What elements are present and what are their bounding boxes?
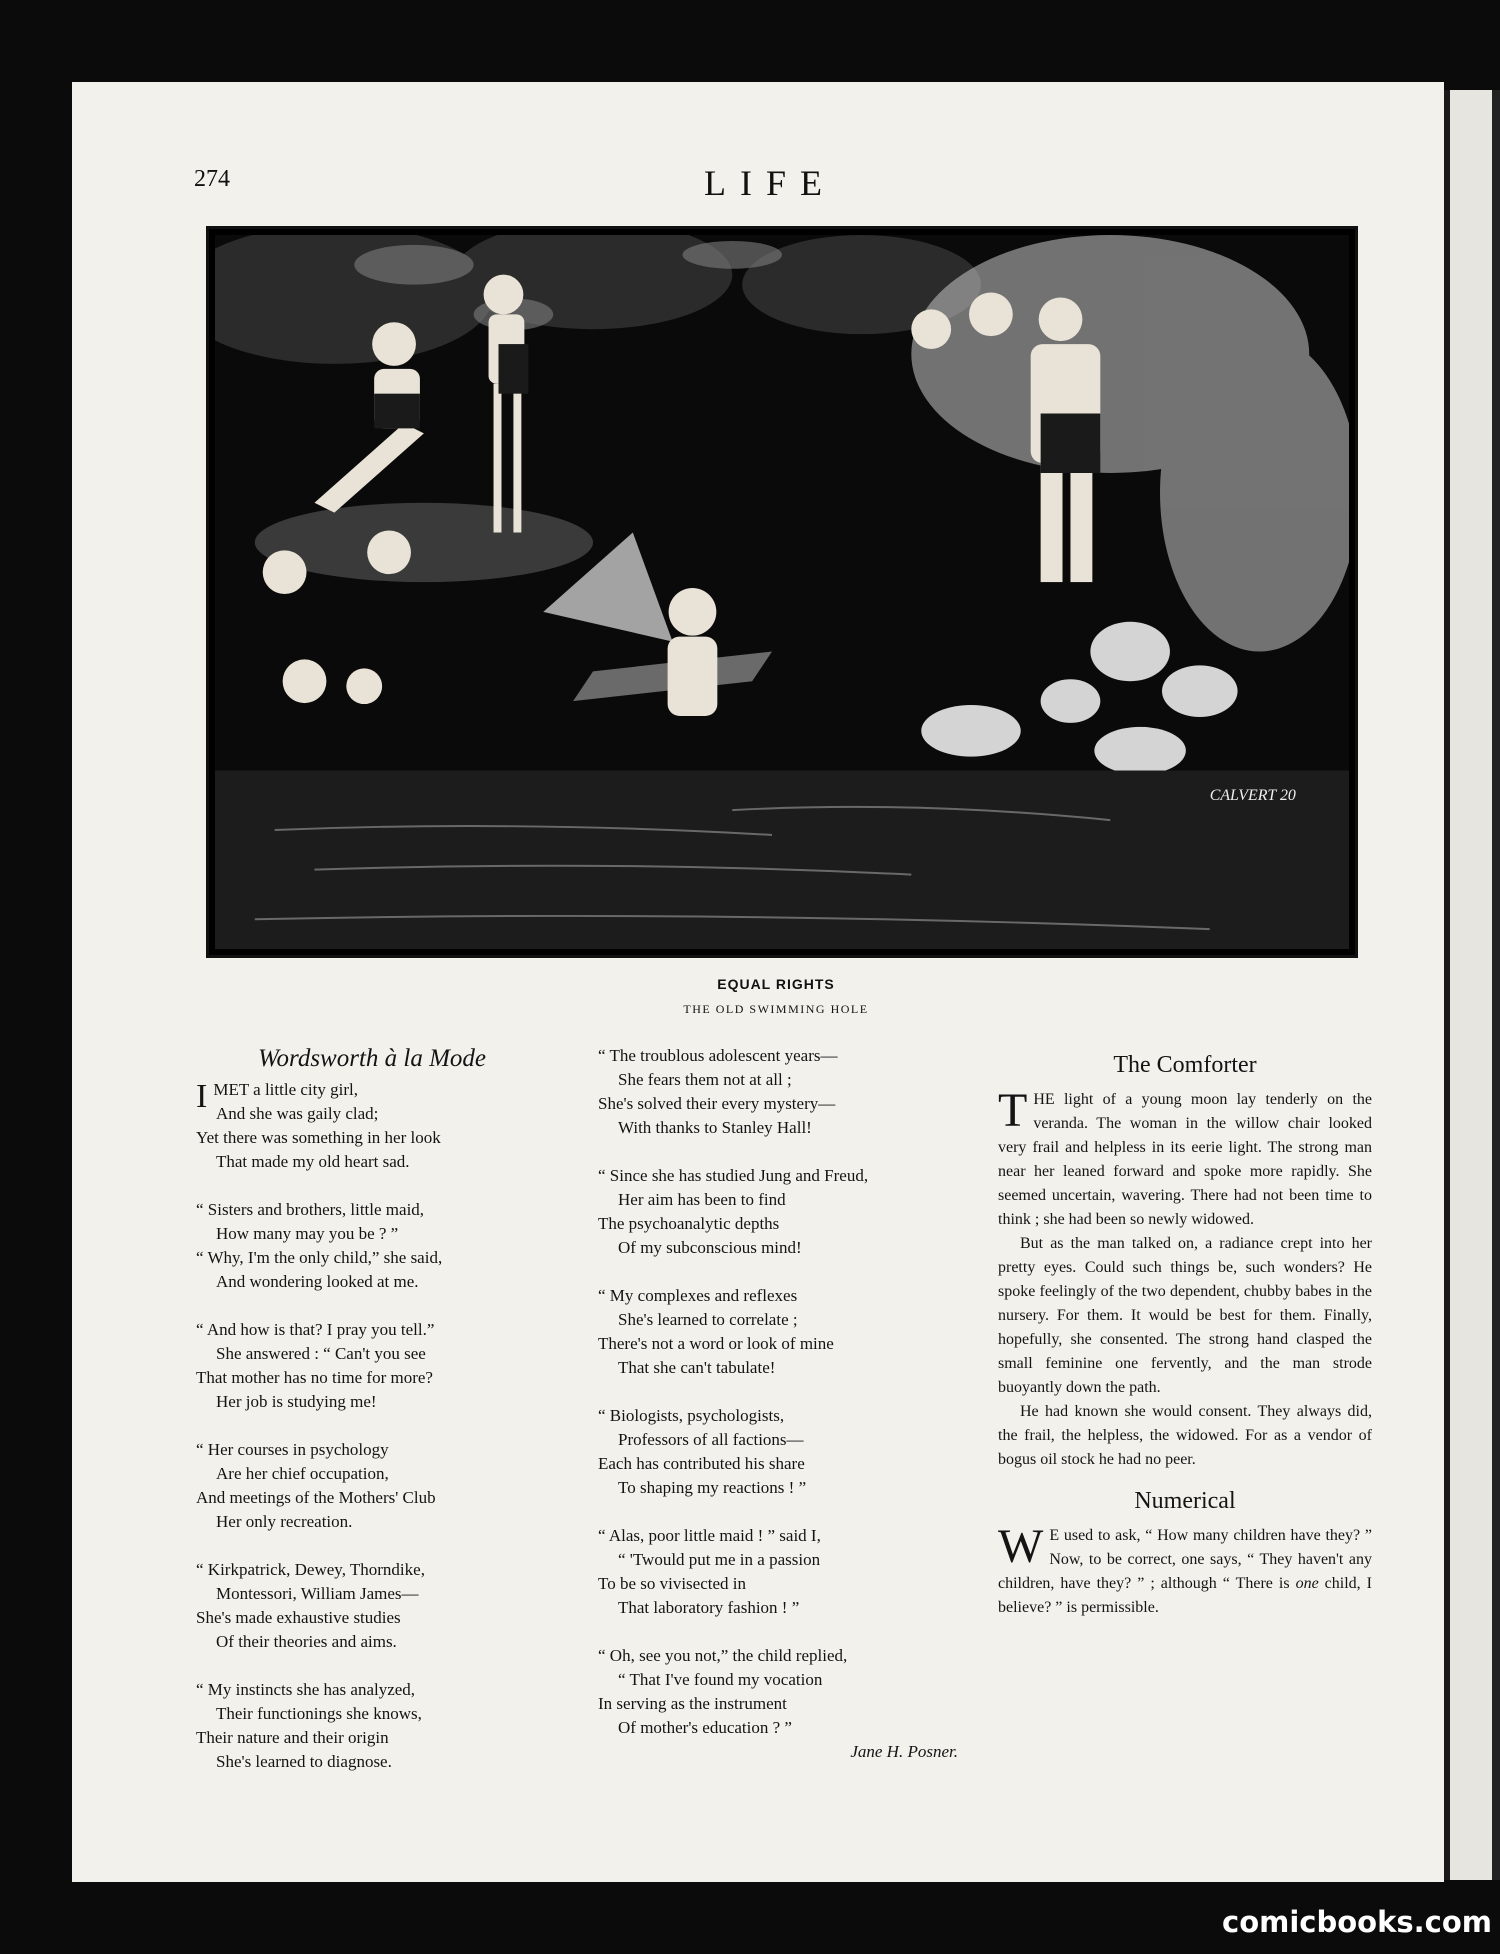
poem-line: Of their theories and aims. [216, 1632, 397, 1651]
poem-line: That mother has no time for more? [196, 1368, 433, 1387]
poem-line: Of my subconscious mind! [618, 1238, 802, 1257]
comforter-paragraph-2: But as the man talked on, a radiance crept into her pretty eyes. Could such things be, such wonders? He spoke feelingly of the two dependent, chubby babes in the nursery. For them. It would be best for them. Finally, hopefully, she consented. The strong hand clasped the small feminine one fervently, and the man strode buoyantly down the path. [998, 1235, 1372, 1396]
poem-line: She's solved their every mystery— [598, 1094, 836, 1113]
poem-line: Each has contributed his share [598, 1454, 805, 1473]
poem-stanza [598, 1284, 978, 1380]
drop-cap: W [998, 1520, 1044, 1573]
poem-stanza [196, 1558, 548, 1654]
poem-line: “ And how is that? I pray you tell.” [196, 1320, 435, 1339]
poem-line: “ Why, I'm the only child,” she said, [196, 1248, 443, 1267]
poem-line: MET a little city girl, [213, 1080, 358, 1099]
poem-line: And wondering looked at me. [216, 1272, 419, 1291]
poem-line: Montessori, William James— [216, 1584, 419, 1603]
poem-line: “ My complexes and reflexes [598, 1286, 798, 1305]
poem-line: Professors of all factions— [618, 1430, 804, 1449]
caption-title: EQUAL RIGHTS [717, 976, 835, 992]
poem-line: Of mother's education ? ” [618, 1718, 792, 1737]
numerical-title: Numerical [1134, 1488, 1236, 1514]
poem-line: There's not a word or look of mine [598, 1334, 834, 1353]
poem-title: Wordsworth à la Mode [257, 1045, 487, 1072]
page-number: 274 [194, 166, 230, 192]
drop-cap: T [998, 1084, 1028, 1137]
poem-stanza [196, 1678, 548, 1774]
poem-line: “ Oh, see you not,” the child replied, [598, 1646, 848, 1665]
poem-line: “ Alas, poor little maid ! ” said I, [598, 1526, 821, 1545]
poem-line: That laboratory fashion ! ” [618, 1598, 800, 1617]
poem-line: That made my old heart sad. [216, 1152, 410, 1171]
poem-line: “ Kirkpatrick, Dewey, Thorndike, [196, 1560, 425, 1579]
poem-line: “ My instincts she has analyzed, [196, 1680, 416, 1699]
poem-stanza [598, 1404, 978, 1500]
poem-line: “ That I've found my vocation [618, 1670, 823, 1689]
poem-column-2 [598, 1044, 978, 1764]
poem-line: She's learned to correlate ; [618, 1310, 798, 1329]
poem-line: That she can't tabulate! [618, 1358, 776, 1377]
poem-line: Her only recreation. [216, 1512, 353, 1531]
poem-stanza [598, 1644, 978, 1740]
poem-stanza [598, 1164, 978, 1260]
poem-stanza [196, 1318, 548, 1414]
poem-author: Jane H. Posner. [850, 1742, 958, 1761]
poem-line: Her job is studying me! [216, 1392, 377, 1411]
artist-signature: CALVERT 20 [1209, 787, 1296, 805]
poem-stanza [196, 1438, 548, 1534]
poem-line: Yet there was something in her look [196, 1128, 441, 1147]
poem-line: Their nature and their origin [196, 1728, 389, 1747]
poem-stanza [598, 1524, 978, 1620]
poem-line: Her aim has been to find [618, 1190, 786, 1209]
caption-subtitle: THE OLD SWIMMING HOLE [683, 1002, 869, 1016]
poem-line: To shaping my reactions ! ” [618, 1478, 807, 1497]
poem-line: To be so vivisected in [598, 1574, 747, 1593]
illustration-swimming-hole [206, 226, 1358, 958]
comforter-paragraph-1: THE light of a young moon lay tenderly on the veranda. The woman in the willow chair looked very frail and helpless in its eerie light. The strong man near her leaned forward and spoke more rapidly. She seemed uncertain, wavering. There had not been time to think ; she had been so newly widowed. [998, 1084, 1372, 1228]
poem-line: And meetings of the Mothers' Club [196, 1488, 436, 1507]
poem-stanza [196, 1078, 548, 1174]
comforter-paragraph-3: He had known she would consent. They always did, the frail, the helpless, the widowed. For as a vendor of bogus oil stock he had no peer. [998, 1403, 1372, 1468]
poem-column-1 [196, 1044, 548, 1798]
poem-line: Their functionings she knows, [216, 1704, 422, 1723]
poem-line: She fears them not at all ; [618, 1070, 792, 1089]
poem-line: She's learned to diagnose. [216, 1752, 392, 1771]
poem-line: She answered : “ Can't you see [216, 1344, 426, 1363]
numerical-paragraph: W E used to ask, “ How many children have they? ” Now, to be correct, one says, “ They haven't any children, have they? ” ; although “ There is one child, I believe? ” is permissible. [998, 1520, 1372, 1616]
poem-line: “ Sisters and brothers, little maid, [196, 1200, 425, 1219]
poem-line: How many may you be ? ” [216, 1224, 399, 1243]
comforter-title: The Comforter [1113, 1052, 1257, 1078]
poem-line: With thanks to Stanley Hall! [618, 1118, 812, 1137]
poem-line: “ The troublous adolescent years— [598, 1046, 838, 1065]
drop-cap: I [196, 1078, 208, 1115]
poem-stanza [598, 1044, 978, 1140]
poem-stanza [196, 1198, 548, 1294]
poem-line: In serving as the instrument [598, 1694, 787, 1713]
poem-line: She's made exhaustive studies [196, 1608, 401, 1627]
prose-column [998, 1044, 1372, 1620]
site-watermark: comicbooks.com [1222, 1905, 1492, 1939]
poem-line: And she was gaily clad; [216, 1104, 379, 1123]
magazine-title: LIFE [704, 163, 836, 203]
poem-line: “ Since she has studied Jung and Freud, [598, 1166, 869, 1185]
poem-line: “ Biologists, psychologists, [598, 1406, 785, 1425]
poem-line: The psychoanalytic depths [598, 1214, 780, 1233]
poem-line: “ 'Twould put me in a passion [618, 1550, 821, 1569]
illustration-drawing [215, 235, 1349, 949]
poem-line: “ Her courses in psychology [196, 1440, 389, 1459]
poem-line: Are her chief occupation, [216, 1464, 389, 1483]
